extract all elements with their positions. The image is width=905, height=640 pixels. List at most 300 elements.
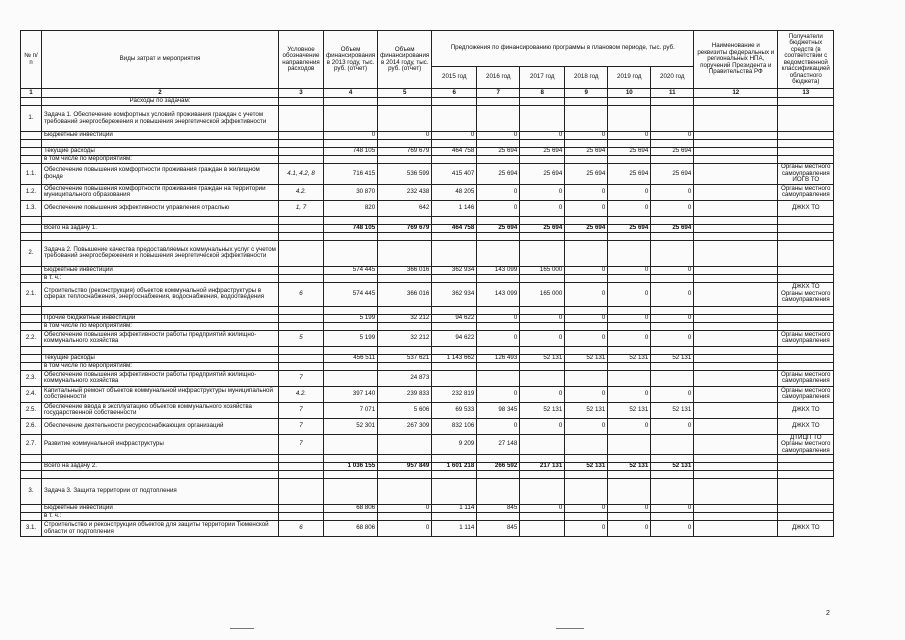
value-cell: 5 606 xyxy=(378,402,432,418)
value-cell: 0 xyxy=(651,386,694,402)
value-cell xyxy=(694,386,778,402)
value-cell: 68 806 xyxy=(324,505,378,513)
header-vol-2014: Объем финансирования в 2014 году, тыс. руб. (отчет) xyxy=(378,31,432,89)
value-cell xyxy=(694,362,778,370)
value-cell xyxy=(378,322,432,330)
value-cell xyxy=(324,106,378,132)
value-cell: 165 000 xyxy=(520,266,565,274)
row-description: Задача 3. Защита территории от подтопления xyxy=(42,479,279,505)
value-cell: 537 621 xyxy=(378,354,432,362)
value-cell xyxy=(520,471,565,479)
row-description xyxy=(42,140,279,148)
value-cell xyxy=(694,330,778,346)
value-cell xyxy=(651,362,694,370)
row-description xyxy=(42,306,279,314)
value-cell xyxy=(520,240,565,266)
value-cell xyxy=(565,434,608,455)
value-cell: 25 694 xyxy=(565,224,608,232)
value-cell: 366 016 xyxy=(378,266,432,274)
value-cell xyxy=(694,306,778,314)
row-number xyxy=(21,463,42,471)
value-cell: 0 xyxy=(477,330,520,346)
table-row xyxy=(21,346,834,354)
value-cell: 0 xyxy=(651,521,694,537)
table-row xyxy=(21,402,834,418)
recipient-cell xyxy=(778,98,834,106)
value-cell: 5 199 xyxy=(324,330,378,346)
direction-code xyxy=(279,322,324,330)
direction-code xyxy=(279,216,324,224)
value-cell xyxy=(477,140,520,148)
row-description: Обеспечение повышения эффективности управления отраслью xyxy=(42,200,279,216)
table-row xyxy=(21,354,834,362)
value-cell xyxy=(520,455,565,463)
column-index: 7 xyxy=(477,89,520,98)
value-cell: 0 xyxy=(565,132,608,140)
value-cell: 52 131 xyxy=(651,402,694,418)
value-cell xyxy=(694,232,778,240)
recipient-cell: ДЖКХ ТО Органы местного самоуправления xyxy=(778,282,834,306)
value-cell: 25 694 xyxy=(520,164,565,185)
recipient-cell: ДЖКХ ТО xyxy=(778,521,834,537)
value-cell: 94 622 xyxy=(432,330,477,346)
table-row xyxy=(21,455,834,463)
value-cell: 7 071 xyxy=(324,402,378,418)
value-cell xyxy=(477,216,520,224)
column-index: 3 xyxy=(279,89,324,98)
value-cell xyxy=(432,479,477,505)
value-cell xyxy=(324,455,378,463)
row-description: в т. ч.: xyxy=(42,513,279,521)
direction-code: 7 xyxy=(279,402,324,418)
value-cell xyxy=(565,455,608,463)
direction-code: 5 xyxy=(279,330,324,346)
value-cell: 0 xyxy=(608,184,651,200)
value-cell xyxy=(324,471,378,479)
table-row xyxy=(21,216,834,224)
budget-table xyxy=(20,30,834,537)
value-cell xyxy=(324,479,378,505)
direction-code: 1, 7 xyxy=(279,200,324,216)
value-cell: 0 xyxy=(520,132,565,140)
value-cell: 52 131 xyxy=(565,354,608,362)
value-cell: 0 xyxy=(651,184,694,200)
recipient-cell xyxy=(778,471,834,479)
value-cell xyxy=(694,132,778,140)
value-cell xyxy=(651,434,694,455)
value-cell xyxy=(378,240,432,266)
column-index: 4 xyxy=(324,89,378,98)
row-number: 1. xyxy=(21,106,42,132)
value-cell xyxy=(651,216,694,224)
value-cell: 126 493 xyxy=(477,354,520,362)
value-cell xyxy=(608,306,651,314)
direction-code xyxy=(279,513,324,521)
value-cell xyxy=(608,232,651,240)
row-description xyxy=(42,455,279,463)
row-description: Развитие коммунальной инфраструктуры xyxy=(42,434,279,455)
value-cell: 25 694 xyxy=(651,164,694,185)
value-cell: 0 xyxy=(477,132,520,140)
value-cell: 832 106 xyxy=(432,418,477,434)
value-cell: 52 131 xyxy=(608,463,651,471)
value-cell xyxy=(432,98,477,106)
direction-code xyxy=(279,132,324,140)
recipient-cell xyxy=(778,314,834,322)
value-cell: 0 xyxy=(651,266,694,274)
row-number: 2.6. xyxy=(21,418,42,434)
value-cell xyxy=(378,306,432,314)
value-cell xyxy=(694,156,778,164)
value-cell xyxy=(432,471,477,479)
table-row xyxy=(21,232,834,240)
value-cell xyxy=(378,513,432,521)
row-number xyxy=(21,274,42,282)
table-row xyxy=(21,471,834,479)
column-index: 5 xyxy=(378,89,432,98)
direction-code: 4.1, 4.2, 8 xyxy=(279,164,324,185)
table-row xyxy=(21,479,834,505)
value-cell xyxy=(432,240,477,266)
row-description: Бюджетные инвестиции xyxy=(42,266,279,274)
direction-code xyxy=(279,240,324,266)
direction-code xyxy=(279,140,324,148)
value-cell xyxy=(694,370,778,386)
row-number xyxy=(21,224,42,232)
value-cell: 52 131 xyxy=(651,463,694,471)
recipient-cell: Органы местного самоуправления xyxy=(778,386,834,402)
value-cell: 456 511 xyxy=(324,354,378,362)
value-cell: 769 679 xyxy=(378,224,432,232)
row-number xyxy=(21,140,42,148)
row-number: 2.5. xyxy=(21,402,42,418)
row-description: в том числе по мероприятиям: xyxy=(42,156,279,164)
recipient-cell xyxy=(778,156,834,164)
value-cell xyxy=(608,98,651,106)
recipient-cell xyxy=(778,240,834,266)
value-cell xyxy=(324,140,378,148)
value-cell: 68 806 xyxy=(324,521,378,537)
row-number: 2.4. xyxy=(21,386,42,402)
value-cell: 0 xyxy=(651,330,694,346)
value-cell xyxy=(694,354,778,362)
row-number xyxy=(21,471,42,479)
column-index: 10 xyxy=(608,89,651,98)
value-cell xyxy=(694,224,778,232)
value-cell: 0 xyxy=(608,282,651,306)
value-cell xyxy=(432,274,477,282)
row-number: 2.1. xyxy=(21,282,42,306)
recipient-cell xyxy=(778,354,834,362)
value-cell: 0 xyxy=(520,505,565,513)
row-number xyxy=(21,156,42,164)
row-number xyxy=(21,148,42,156)
value-cell: 25 694 xyxy=(520,224,565,232)
value-cell: 0 xyxy=(565,418,608,434)
value-cell xyxy=(520,98,565,106)
table-row xyxy=(21,282,834,306)
header-code: Условное обозначение направления расходов xyxy=(279,31,324,89)
recipient-cell xyxy=(778,132,834,140)
value-cell xyxy=(565,370,608,386)
value-cell: 52 131 xyxy=(520,354,565,362)
value-cell xyxy=(378,140,432,148)
value-cell: 52 131 xyxy=(565,463,608,471)
table-row xyxy=(21,148,834,156)
value-cell xyxy=(520,306,565,314)
value-cell: 32 212 xyxy=(378,330,432,346)
direction-code xyxy=(279,463,324,471)
table-row xyxy=(21,266,834,274)
row-description: Бюджетные инвестиции xyxy=(42,132,279,140)
direction-code xyxy=(279,106,324,132)
value-cell: 1 146 xyxy=(432,200,477,216)
row-description: Прочие бюджетные инвестиции xyxy=(42,314,279,322)
row-number: 2. xyxy=(21,240,42,266)
value-cell xyxy=(565,98,608,106)
value-cell xyxy=(477,240,520,266)
row-description: Обеспечение повышения эффективности работы предприятий жилищно-коммунального хозяйства xyxy=(42,330,279,346)
recipient-cell xyxy=(778,479,834,505)
value-cell xyxy=(378,106,432,132)
value-cell: 0 xyxy=(477,200,520,216)
value-cell: 48 205 xyxy=(432,184,477,200)
table-row xyxy=(21,463,834,471)
recipient-cell: Органы местного самоуправления xyxy=(778,330,834,346)
value-cell xyxy=(378,216,432,224)
recipient-cell xyxy=(778,455,834,463)
value-cell: 25 694 xyxy=(477,224,520,232)
direction-code xyxy=(279,274,324,282)
row-description: Обеспечение повышения комфортности проживания граждан в жилищном фонде xyxy=(42,164,279,185)
value-cell xyxy=(694,513,778,521)
value-cell xyxy=(565,513,608,521)
value-cell: 24 873 xyxy=(378,370,432,386)
value-cell xyxy=(378,434,432,455)
row-description: Строительство и реконструкция объектов для защиты территории Тюменской области от подтопления xyxy=(42,521,279,537)
header-year: 2018 год xyxy=(565,67,608,89)
value-cell xyxy=(694,471,778,479)
value-cell xyxy=(565,106,608,132)
value-cell xyxy=(477,346,520,354)
value-cell xyxy=(378,98,432,106)
value-cell xyxy=(324,232,378,240)
recipient-cell xyxy=(778,346,834,354)
value-cell: 266 592 xyxy=(477,463,520,471)
value-cell xyxy=(565,362,608,370)
value-cell xyxy=(324,216,378,224)
value-cell xyxy=(378,362,432,370)
value-cell xyxy=(694,402,778,418)
value-cell: 52 131 xyxy=(565,402,608,418)
recipient-cell xyxy=(778,505,834,513)
value-cell: 464 758 xyxy=(432,148,477,156)
header-num: № п/п xyxy=(21,31,42,89)
value-cell: 0 xyxy=(378,132,432,140)
table-row xyxy=(21,274,834,282)
row-number: 2.3. xyxy=(21,370,42,386)
value-cell: 748 105 xyxy=(324,148,378,156)
row-description: Расходы по задачам: xyxy=(42,98,279,106)
direction-code xyxy=(279,471,324,479)
value-cell: 52 131 xyxy=(608,354,651,362)
value-cell: 5 199 xyxy=(324,314,378,322)
value-cell: 0 xyxy=(565,200,608,216)
value-cell xyxy=(432,216,477,224)
table-row xyxy=(21,386,834,402)
value-cell xyxy=(608,370,651,386)
table-row xyxy=(21,98,834,106)
table-row xyxy=(21,521,834,537)
row-number: 3.1. xyxy=(21,521,42,537)
value-cell: 217 131 xyxy=(520,463,565,471)
value-cell: 0 xyxy=(565,330,608,346)
value-cell xyxy=(565,306,608,314)
value-cell: 52 131 xyxy=(608,402,651,418)
row-number xyxy=(21,216,42,224)
value-cell: 0 xyxy=(565,521,608,537)
value-cell xyxy=(520,521,565,537)
value-cell xyxy=(694,434,778,455)
value-cell xyxy=(694,216,778,224)
direction-code: 7 xyxy=(279,370,324,386)
value-cell: 0 xyxy=(565,314,608,322)
value-cell xyxy=(565,240,608,266)
value-cell: 69 533 xyxy=(432,402,477,418)
recipient-cell xyxy=(778,513,834,521)
value-cell xyxy=(432,455,477,463)
value-cell xyxy=(477,274,520,282)
value-cell: 0 xyxy=(520,184,565,200)
value-cell xyxy=(565,471,608,479)
value-cell xyxy=(378,455,432,463)
column-index: 2 xyxy=(42,89,279,98)
value-cell: 1 143 662 xyxy=(432,354,477,362)
value-cell xyxy=(694,322,778,330)
value-cell: 0 xyxy=(378,521,432,537)
value-cell xyxy=(608,106,651,132)
value-cell xyxy=(651,274,694,282)
value-cell xyxy=(378,232,432,240)
table-row xyxy=(21,164,834,185)
value-cell xyxy=(651,322,694,330)
row-number xyxy=(21,314,42,322)
header-vol-2013: Объем финансирования в 2013 году, тыс. руб. (отчет) xyxy=(324,31,378,89)
value-cell: 0 xyxy=(651,200,694,216)
value-cell: 232 438 xyxy=(378,184,432,200)
table-row xyxy=(21,224,834,232)
value-cell xyxy=(520,106,565,132)
value-cell xyxy=(477,98,520,106)
row-description: Обеспечение ввода в эксплуатацию объектов коммунального хозяйства государственной собственности xyxy=(42,402,279,418)
row-description: Бюджетные инвестиции xyxy=(42,505,279,513)
value-cell xyxy=(324,370,378,386)
value-cell: 98 345 xyxy=(477,402,520,418)
value-cell xyxy=(608,346,651,354)
value-cell xyxy=(694,266,778,274)
row-number xyxy=(21,513,42,521)
value-cell: 0 xyxy=(324,132,378,140)
row-description xyxy=(42,471,279,479)
row-description xyxy=(42,232,279,240)
row-description: Задача 2. Повышение качества предоставляемых коммунальных услуг с учетом требований энергосбережения и повышения энергетической эффективности xyxy=(42,240,279,266)
row-number: 1.1. xyxy=(21,164,42,185)
direction-code: 4.2. xyxy=(279,184,324,200)
table-row xyxy=(21,132,834,140)
value-cell xyxy=(694,282,778,306)
value-cell: 0 xyxy=(651,314,694,322)
value-cell xyxy=(432,370,477,386)
value-cell xyxy=(432,306,477,314)
value-cell: 0 xyxy=(651,132,694,140)
value-cell: 362 934 xyxy=(432,266,477,274)
recipient-cell xyxy=(778,306,834,314)
recipient-cell xyxy=(778,362,834,370)
direction-code xyxy=(279,455,324,463)
value-cell xyxy=(477,513,520,521)
value-cell xyxy=(432,346,477,354)
value-cell xyxy=(565,216,608,224)
value-cell xyxy=(694,240,778,266)
row-description: в том числе по мероприятиям: xyxy=(42,362,279,370)
value-cell: 642 xyxy=(378,200,432,216)
value-cell xyxy=(694,148,778,156)
direction-code: 6 xyxy=(279,282,324,306)
row-number: 2.7. xyxy=(21,434,42,455)
recipient-cell xyxy=(778,216,834,224)
value-cell xyxy=(477,232,520,240)
value-cell xyxy=(520,140,565,148)
value-cell: 0 xyxy=(608,505,651,513)
row-number xyxy=(21,362,42,370)
value-cell xyxy=(324,362,378,370)
value-cell xyxy=(651,140,694,148)
column-index: 6 xyxy=(432,89,477,98)
value-cell: 0 xyxy=(565,184,608,200)
row-number: 1.3. xyxy=(21,200,42,216)
value-cell: 25 694 xyxy=(477,164,520,185)
value-cell xyxy=(608,322,651,330)
column-index: 9 xyxy=(565,89,608,98)
table-row xyxy=(21,434,834,455)
value-cell xyxy=(608,479,651,505)
table-row xyxy=(21,322,834,330)
table-row xyxy=(21,240,834,266)
value-cell xyxy=(608,455,651,463)
table-row xyxy=(21,184,834,200)
value-cell: 0 xyxy=(608,200,651,216)
value-cell: 267 309 xyxy=(378,418,432,434)
direction-code xyxy=(279,306,324,314)
value-cell: 0 xyxy=(477,386,520,402)
value-cell xyxy=(565,479,608,505)
value-cell xyxy=(608,274,651,282)
value-cell xyxy=(608,240,651,266)
row-description: в т. ч.: xyxy=(42,274,279,282)
direction-code xyxy=(279,505,324,513)
value-cell xyxy=(694,184,778,200)
value-cell xyxy=(378,156,432,164)
value-cell xyxy=(432,322,477,330)
value-cell: 25 694 xyxy=(651,224,694,232)
value-cell: 0 xyxy=(608,330,651,346)
value-cell xyxy=(651,455,694,463)
value-cell xyxy=(520,322,565,330)
value-cell xyxy=(324,434,378,455)
recipient-cell: ДЖКХ ТО xyxy=(778,200,834,216)
recipient-cell xyxy=(778,224,834,232)
recipient-cell xyxy=(778,274,834,282)
